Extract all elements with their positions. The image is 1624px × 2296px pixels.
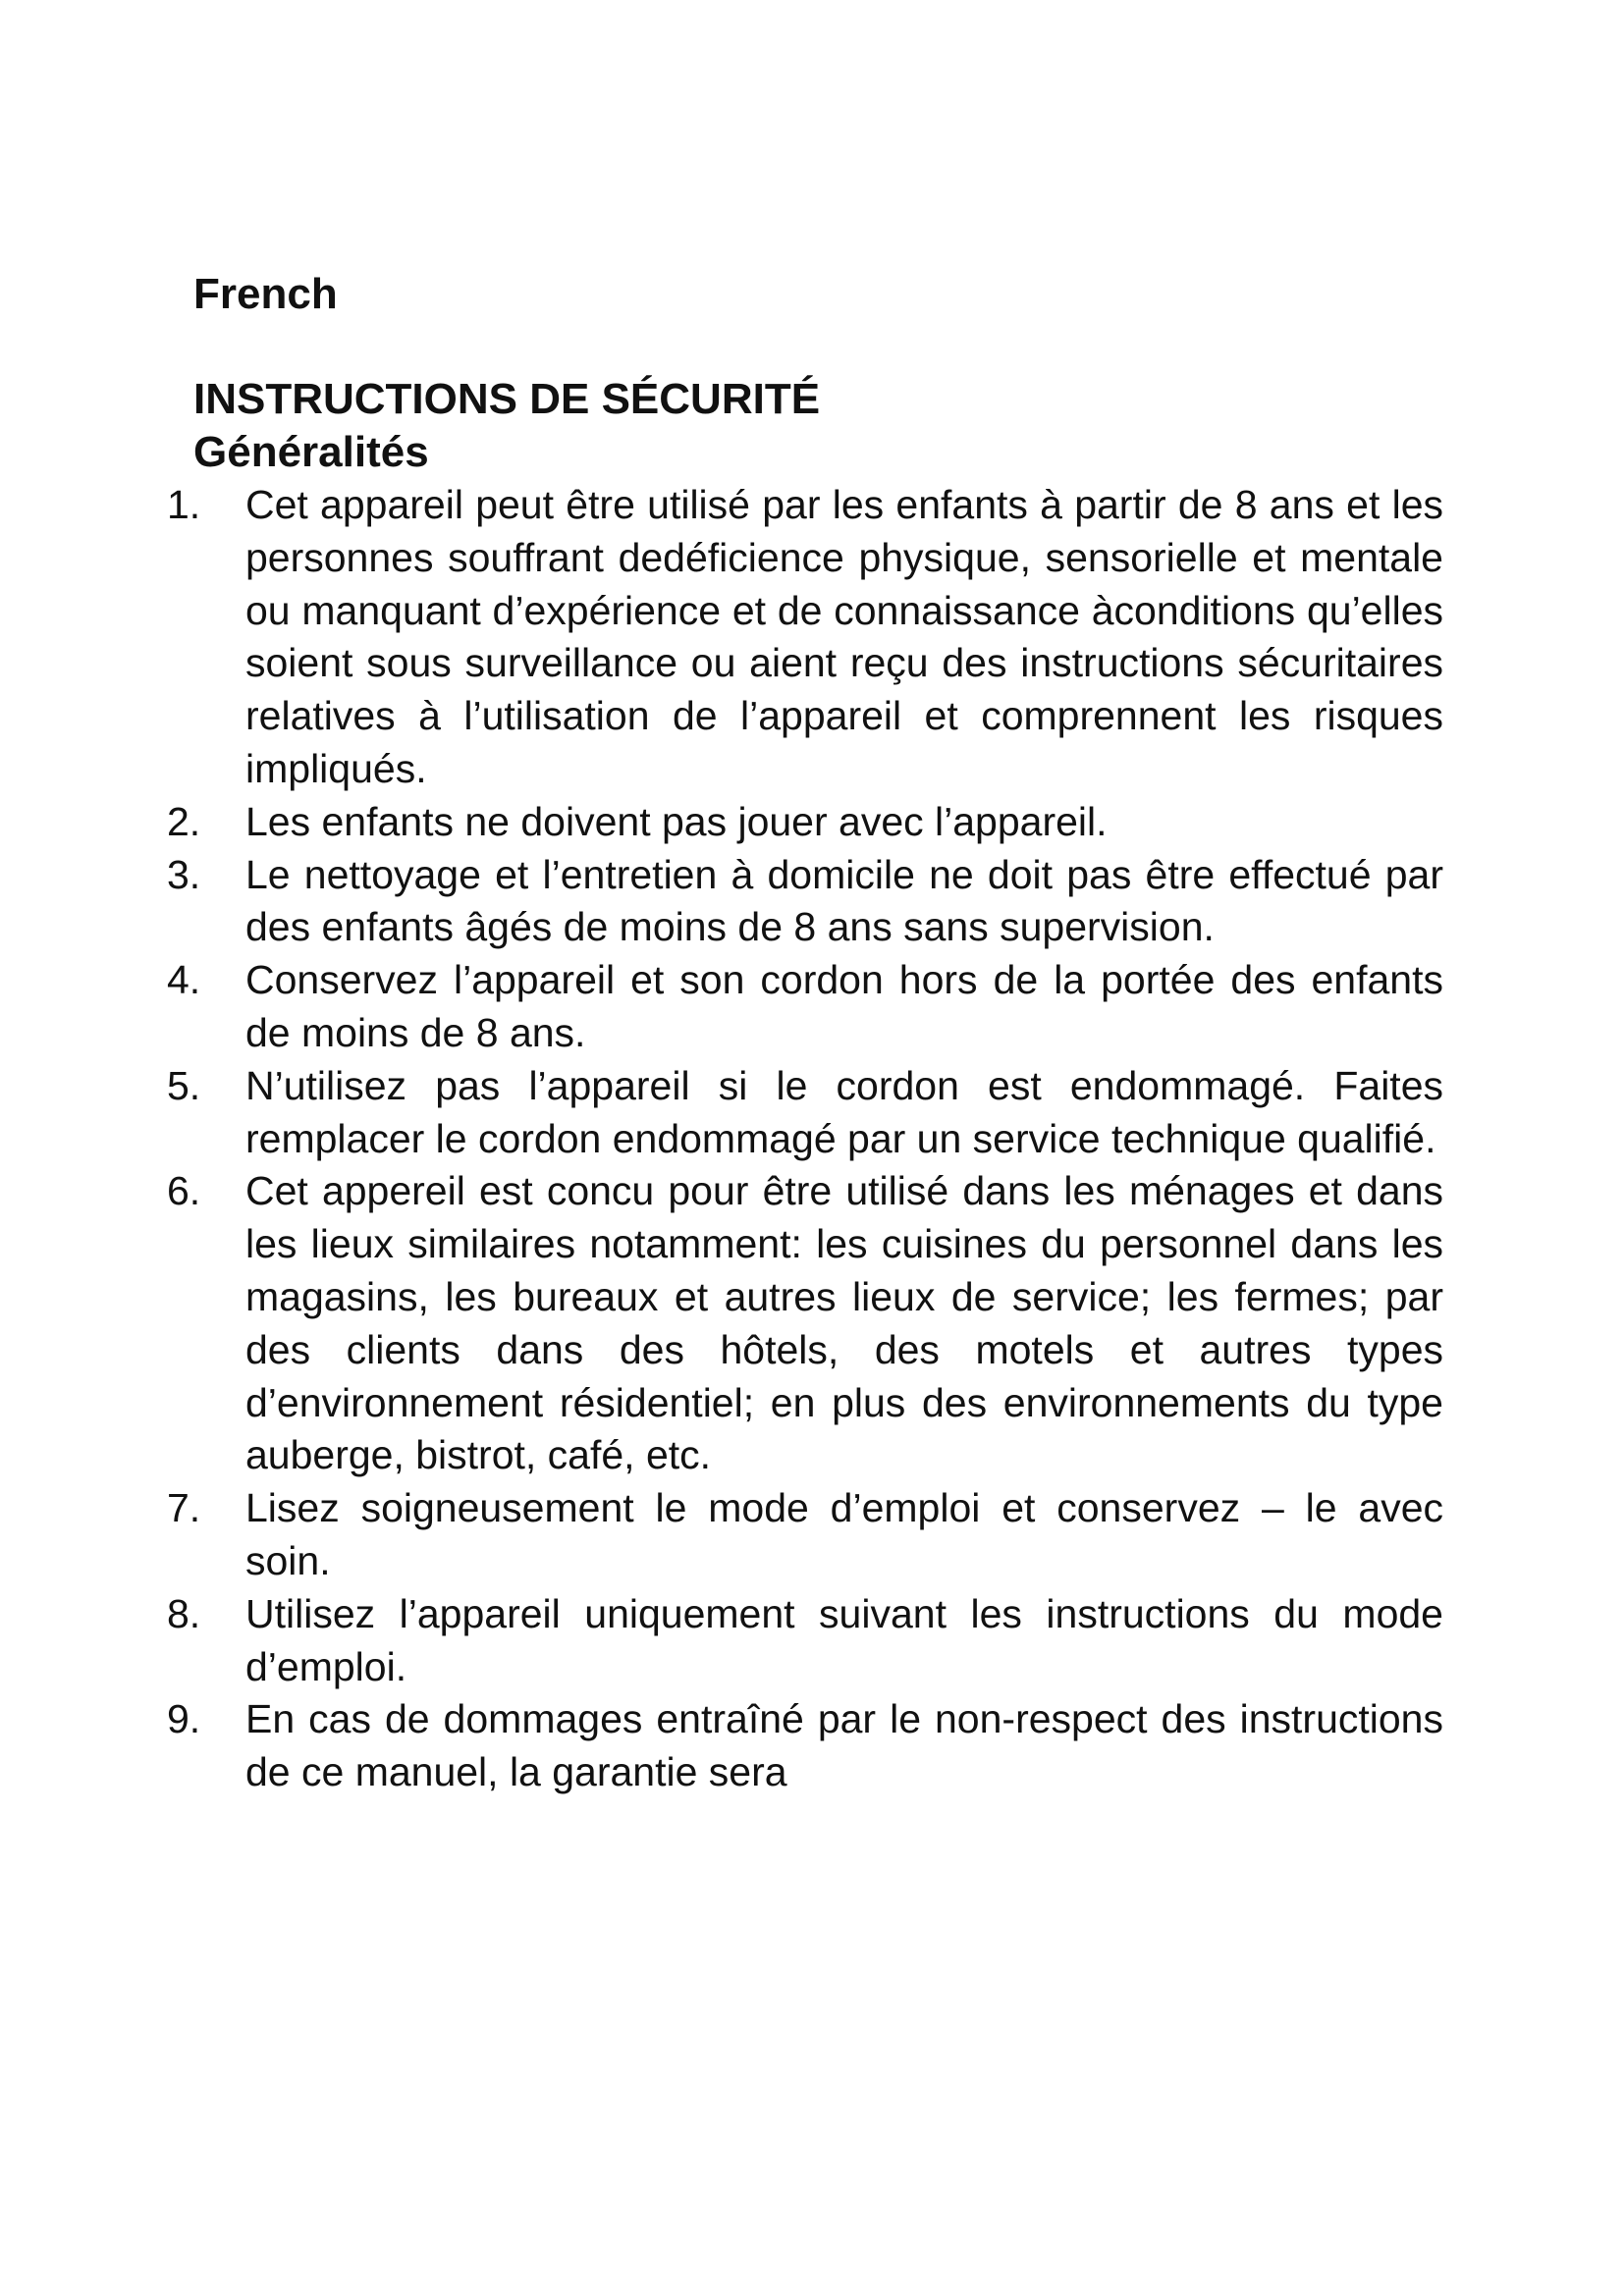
safety-instructions-list	[167, 479, 1443, 1799]
item-number: 4.	[167, 957, 201, 1003]
item-text: Cet appareil peut être utilisé par les enfants à partir de 8 ans et les personnes souffrant dedéficience physique, sensorielle et mentale ou manquant d’expérience et de connaissance àconditions qu’elles soient sous surveillance ou aient reçu des instructions sécuritaires relatives à l’utilisation de l’appareil et comprennent les risques impliqués.	[245, 482, 1443, 791]
item-text: N’utilisez pas l’appareil si le cordon est endommagé. Faites remplacer le cordon endommagé par un service technique qualifié.	[245, 1062, 1443, 1161]
item-text: Cet appereil est concu pour être utilisé dans les ménages et dans les lieux similaires notamment: les cuisines du personnel dans les magasins, les bureaux et autres lieux de service; les fermes; par des clients dans des hôtels, des motels et autres types d’environnement résidentiel; en plus des environnements du type auberge, bistrot, café, etc.	[245, 1168, 1443, 1478]
list-item	[167, 796, 1443, 849]
item-number: 8.	[167, 1590, 201, 1636]
list-item	[167, 954, 1443, 1060]
item-number: 9.	[167, 1696, 201, 1742]
list-item	[167, 1693, 1443, 1799]
item-number: 3.	[167, 851, 201, 897]
item-text: Lisez soigneusement le mode d’emploi et conservez – le avec soin.	[245, 1485, 1443, 1583]
list-item	[167, 1165, 1443, 1482]
language-heading: French	[193, 270, 338, 318]
item-text: Conservez l’appareil et son cordon hors de la portée des enfants de moins de 8 ans.	[245, 957, 1443, 1055]
item-text: Les enfants ne doivent pas jouer avec l’appareil.	[245, 798, 1108, 844]
item-number: 6.	[167, 1168, 201, 1214]
section-heading: Généralités	[193, 428, 429, 476]
item-number: 2.	[167, 798, 201, 844]
item-text: Utilisez l’appareil uniquement suivant les instructions du mode d’emploi.	[245, 1590, 1443, 1689]
list-item	[167, 479, 1443, 796]
list-item	[167, 1588, 1443, 1694]
item-text: Le nettoyage et l’entretien à domicile ne doit pas être effectué par des enfants âgés de moins de 8 ans sans supervision.	[245, 851, 1443, 950]
list-item	[167, 1482, 1443, 1588]
list-item	[167, 1060, 1443, 1166]
item-text: En cas de dommages entraîné par le non-respect des instructions de ce manuel, la garantie sera	[245, 1696, 1443, 1795]
item-number: 7.	[167, 1485, 201, 1531]
list-item	[167, 849, 1443, 955]
item-number: 5.	[167, 1062, 201, 1108]
page-title: INSTRUCTIONS DE SÉCURITÉ	[193, 375, 821, 423]
item-number: 1.	[167, 482, 201, 527]
